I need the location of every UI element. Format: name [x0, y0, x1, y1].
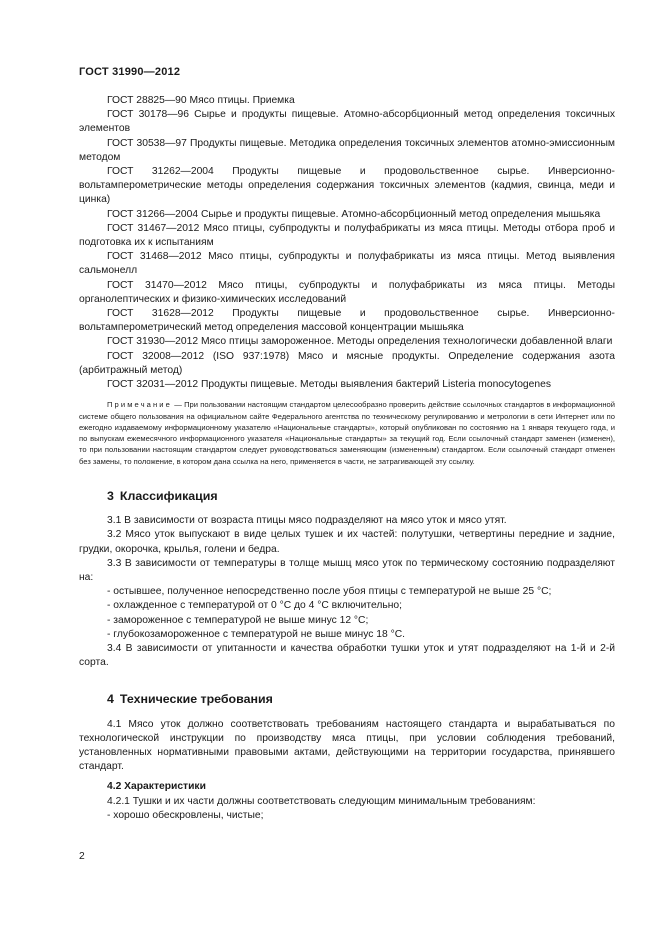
list-item: - глубокозамороженное с температурой не выше минус 18 °С.	[107, 628, 405, 640]
page-body	[79, 94, 615, 823]
ref-item: ГОСТ 32031—2012 Продукты пищевые. Методы выявления бактерий Listeria monocytogenes	[107, 379, 551, 391]
section-3-heading	[107, 489, 615, 503]
paragraph: 3.2 Мясо уток выпускают в виде целых тушек и их частей: полутушки, четвертины передние и задние, грудки, окорочка, крылья, голени и бедра.	[79, 529, 615, 555]
ref-item: ГОСТ 31467—2012 Мясо птицы, субпродукты и полуфабрикаты из мяса птицы. Методы отбора проб и подготовка их к испытаниям	[79, 222, 615, 249]
ref-item: ГОСТ 31266—2004 Сырье и продукты пищевые. Атомно-абсорбционный метод определения мышьяка	[107, 208, 601, 220]
ref-item: ГОСТ 31468—2012 Мясо птицы, субпродукты и полуфабрикаты из мяса птицы. Метод выявления сальмонелл	[79, 251, 615, 277]
note	[79, 399, 615, 467]
section-4-heading	[107, 692, 615, 706]
paragraph: 3.3 В зависимости от температуры в толще мышц мясо уток по термическому состоянию подразделяют на:	[79, 557, 615, 584]
ref-item: ГОСТ 31628—2012 Продукты пищевые и продовольственное сырье. Инверсионно-вольтамперометрический метод определения массовой концентрации мышьяка	[79, 308, 615, 334]
paragraph: 3.1 В зависимости от возраста птицы мясо подразделяют на мясо уток и мясо утят.	[107, 515, 507, 527]
ref-item: ГОСТ 31470—2012 Мясо птицы, субпродукты и полуфабрикаты из мяса птицы. Методы органолептических и физико-химических исследований	[79, 279, 615, 305]
section-title: Технические требования	[119, 692, 273, 707]
list-item: - остывшее, полученное непосредственно после убоя птицы с температурой не выше 25 °С;	[107, 586, 552, 598]
ref-item: ГОСТ 32008—2012 (ISO 937:1978) Мясо и мясные продукты. Определение содержания азота (арбитражный метод)	[79, 350, 615, 376]
ref-item: ГОСТ 30538—97 Продукты пищевые. Методика определения токсичных элементов атомно-эмиссионным методом	[79, 137, 615, 163]
paragraph: 4.2.1 Тушки и их части должны соответствовать следующим минимальным требованиям:	[107, 795, 536, 807]
section-number: 3	[107, 489, 114, 504]
ref-item: ГОСТ 30178—96 Сырье и продукты пищевые. Атомно-абсорбционный метод определения токсичных элементов	[79, 109, 615, 135]
ref-item: ГОСТ 31262—2004 Продукты пищевые и продовольственное сырье. Инверсионно-вольтамперометрические методы определения содержания токсичных элементов (кадмия, свинца, меди и цинка)	[79, 166, 615, 206]
paragraph: 4.1 Мясо уток должно соответствовать требованиям настоящего стандарта и вырабатываться по технологической инструкции по производству мяса птицы, при условии соблюдения требований, установленных нормативными правовыми актами, действующими на территории государства, принявшего стандарт.	[79, 718, 615, 773]
ref-item: ГОСТ 28825—90 Мясо птицы. Приемка	[107, 95, 295, 106]
document-header: ГОСТ 31990—2012	[79, 66, 181, 78]
ref-item: ГОСТ 31930—2012 Мясо птицы замороженное. Методы определения технологически добавленной влаги	[107, 336, 613, 348]
paragraph: 3.4 В зависимости от упитанности и качества обработки тушки уток и утят подразделяют на 1-й и 2-й сорта.	[79, 643, 615, 669]
list-item: - замороженное с температурой не выше минус 12 °С;	[107, 614, 369, 626]
list-item: - охлажденное с температурой от 0 °С до 4 °С включительно;	[107, 600, 402, 612]
page-number: 2	[79, 851, 85, 862]
subsection-heading: 4.2 Характеристики	[107, 780, 206, 792]
note-text: — При пользовании настоящим стандартом целесообразно проверить действие ссылочных стандартов в информационной системе общего пользования на официальном сайте Федерального агентства по техническому регулированию и метрологии в сети Интернет или по ежегодно издаваемому информационному указателю «Национальные стандарты», который опубликован по состоянию на 1 января текущего года, и по выпускам ежемесячного информационного указателя «Национальные стандарты» за текущий год. Если ссылочный стандарт заменен (изменен), то при пользовании настоящим стандартом следует руководствоваться заменяющим (измененным) стандартом. Если ссылочный стандарт отменен без замены, то положение, в котором дана ссылка на него, применяется в части, не затрагивающей эту ссылку.	[79, 400, 615, 466]
list-item: - хорошо обескровлены, чистые;	[107, 809, 264, 821]
section-title: Классификация	[119, 489, 218, 504]
section-number: 4	[107, 692, 114, 707]
note-label: Примечание	[107, 400, 172, 410]
